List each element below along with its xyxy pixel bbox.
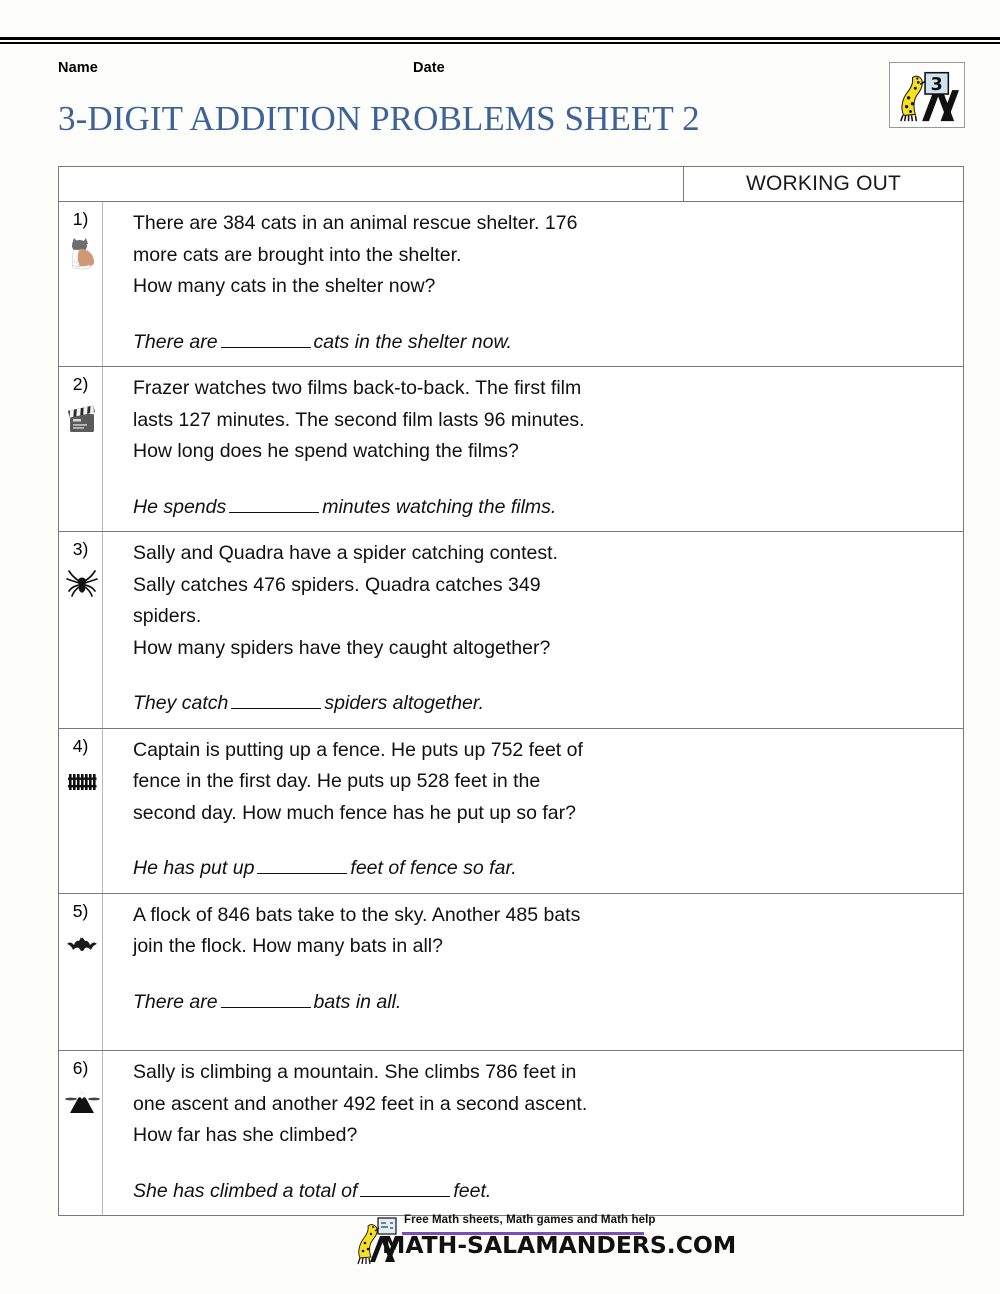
answer-suffix: bats in all.	[313, 990, 402, 1013]
clapperboard-icon	[63, 399, 101, 437]
table-row	[59, 532, 963, 729]
footer-tagline: Free Math sheets, Math games and Math help	[404, 1214, 656, 1226]
mountain-icon	[63, 1083, 101, 1121]
spacer	[133, 664, 953, 688]
answer-suffix: minutes watching the films.	[322, 495, 557, 518]
answer-blank[interactable]	[221, 332, 311, 348]
answer-sentence	[133, 987, 953, 1019]
problem-line: Frazer watches two films back-to-back. The first film	[133, 377, 582, 399]
working-out-header: WORKING OUT	[745, 172, 902, 195]
problem-number: 6)	[72, 1058, 89, 1078]
answer-sentence	[133, 853, 953, 885]
answer-sentence	[133, 492, 953, 524]
name-label: Name	[58, 60, 98, 76]
spacer	[133, 1018, 953, 1042]
footer	[0, 1206, 1000, 1272]
problem-line: How many spiders have they caught altogether?	[133, 636, 551, 659]
problem-line: one ascent and another 492 feet in a second ascent.	[133, 1092, 588, 1115]
problem-body	[103, 532, 963, 728]
problem-line: second day. How much fence has he put up so far?	[133, 801, 576, 824]
table-row	[59, 894, 963, 1052]
problem-number-column	[59, 729, 103, 893]
spacer	[133, 468, 953, 492]
problem-line: spiders.	[133, 605, 202, 627]
problem-line: fence in the first day. He puts up 528 feet in the	[133, 770, 541, 792]
problem-number-column	[59, 367, 103, 531]
top-border-rule	[0, 37, 1000, 41]
table-row	[59, 1051, 963, 1215]
problem-body	[103, 894, 963, 1051]
answer-prefix: They catch	[133, 692, 229, 714]
problem-line: Sally catches 476 spiders. Quadra catches 349	[133, 573, 541, 596]
problem-number: 5)	[72, 900, 89, 921]
salamander-logo	[889, 62, 965, 128]
problem-number-column	[59, 532, 103, 728]
answer-suffix: spiders altogether.	[324, 692, 485, 714]
problem-line: Captain is putting up a fence. He puts up 752 feet of	[133, 738, 583, 761]
problem-line: How far has she climbed?	[133, 1124, 358, 1146]
answer-prefix: He spends	[133, 495, 227, 518]
problem-line: How many cats in the shelter now?	[133, 275, 436, 297]
problem-number: 3)	[72, 539, 89, 559]
footer-logo-block	[352, 1206, 737, 1270]
answer-blank[interactable]	[231, 693, 321, 709]
table-header-row	[59, 167, 963, 202]
answer-blank[interactable]	[257, 858, 347, 874]
problem-line: There are 384 cats in an animal rescue shelter. 176	[133, 212, 578, 234]
spacer	[133, 303, 953, 327]
problem-body	[103, 1051, 963, 1215]
spider-icon	[63, 564, 101, 602]
problem-number-column	[59, 894, 103, 1051]
problem-line: join the flock. How many bats in all?	[133, 935, 443, 957]
answer-prefix: There are	[133, 330, 218, 353]
problem-line: Sally is climbing a mountain. She climbs 786 feet in	[133, 1061, 577, 1083]
spacer	[133, 1152, 953, 1176]
fence-icon	[63, 761, 101, 799]
problem-number: 2)	[72, 374, 89, 394]
problem-line: lasts 127 minutes. The second film lasts 96 minutes.	[133, 408, 585, 431]
table-row	[59, 729, 963, 894]
table-row	[59, 202, 963, 367]
answer-sentence	[133, 1176, 953, 1208]
cat-icon	[63, 234, 101, 272]
problem-line: more cats are brought into the shelter.	[133, 243, 462, 266]
page-title: 3-DIGIT ADDITION PROBLEMS SHEET 2	[58, 99, 700, 138]
problem-number: 1)	[72, 209, 89, 229]
header-meta-row	[58, 60, 858, 80]
table-header-working-cell	[684, 167, 963, 201]
problem-number: 4)	[72, 735, 89, 756]
problem-number-column	[59, 1051, 103, 1215]
problem-line: A flock of 846 bats take to the sky. Another 485 bats	[133, 903, 581, 926]
answer-sentence	[133, 688, 953, 720]
problem-line: Sally and Quadra have a spider catching contest.	[133, 542, 558, 564]
answer-blank[interactable]	[221, 992, 311, 1008]
top-border-rule-secondary	[0, 42, 1000, 44]
salamander-logo-graphic	[890, 63, 964, 127]
date-label: Date	[413, 60, 445, 76]
answer-prefix: There are	[133, 990, 218, 1013]
answer-prefix: She has climbed a total of	[133, 1179, 358, 1202]
answer-prefix: He has put up	[133, 857, 255, 879]
answer-suffix: feet.	[453, 1179, 492, 1202]
problem-body	[103, 729, 963, 893]
answer-suffix: cats in the shelter now.	[313, 330, 512, 353]
table-row	[59, 367, 963, 532]
problem-body	[103, 367, 963, 531]
answer-blank[interactable]	[229, 497, 319, 513]
spacer	[133, 963, 953, 987]
svg-text:3: 3	[930, 75, 943, 96]
problem-number-column	[59, 202, 103, 366]
footer-domain: MATH-SALAMANDERS.COM	[382, 1233, 737, 1259]
bat-icon	[63, 926, 101, 964]
problems-table	[58, 166, 964, 1216]
table-header-problem-cell	[59, 167, 684, 201]
problem-line: How long does he spend watching the films?	[133, 440, 519, 462]
answer-suffix: feet of fence so far.	[350, 857, 517, 879]
spacer	[133, 829, 953, 853]
answer-blank[interactable]	[360, 1181, 450, 1197]
answer-sentence	[133, 327, 953, 359]
problem-body	[103, 202, 963, 366]
